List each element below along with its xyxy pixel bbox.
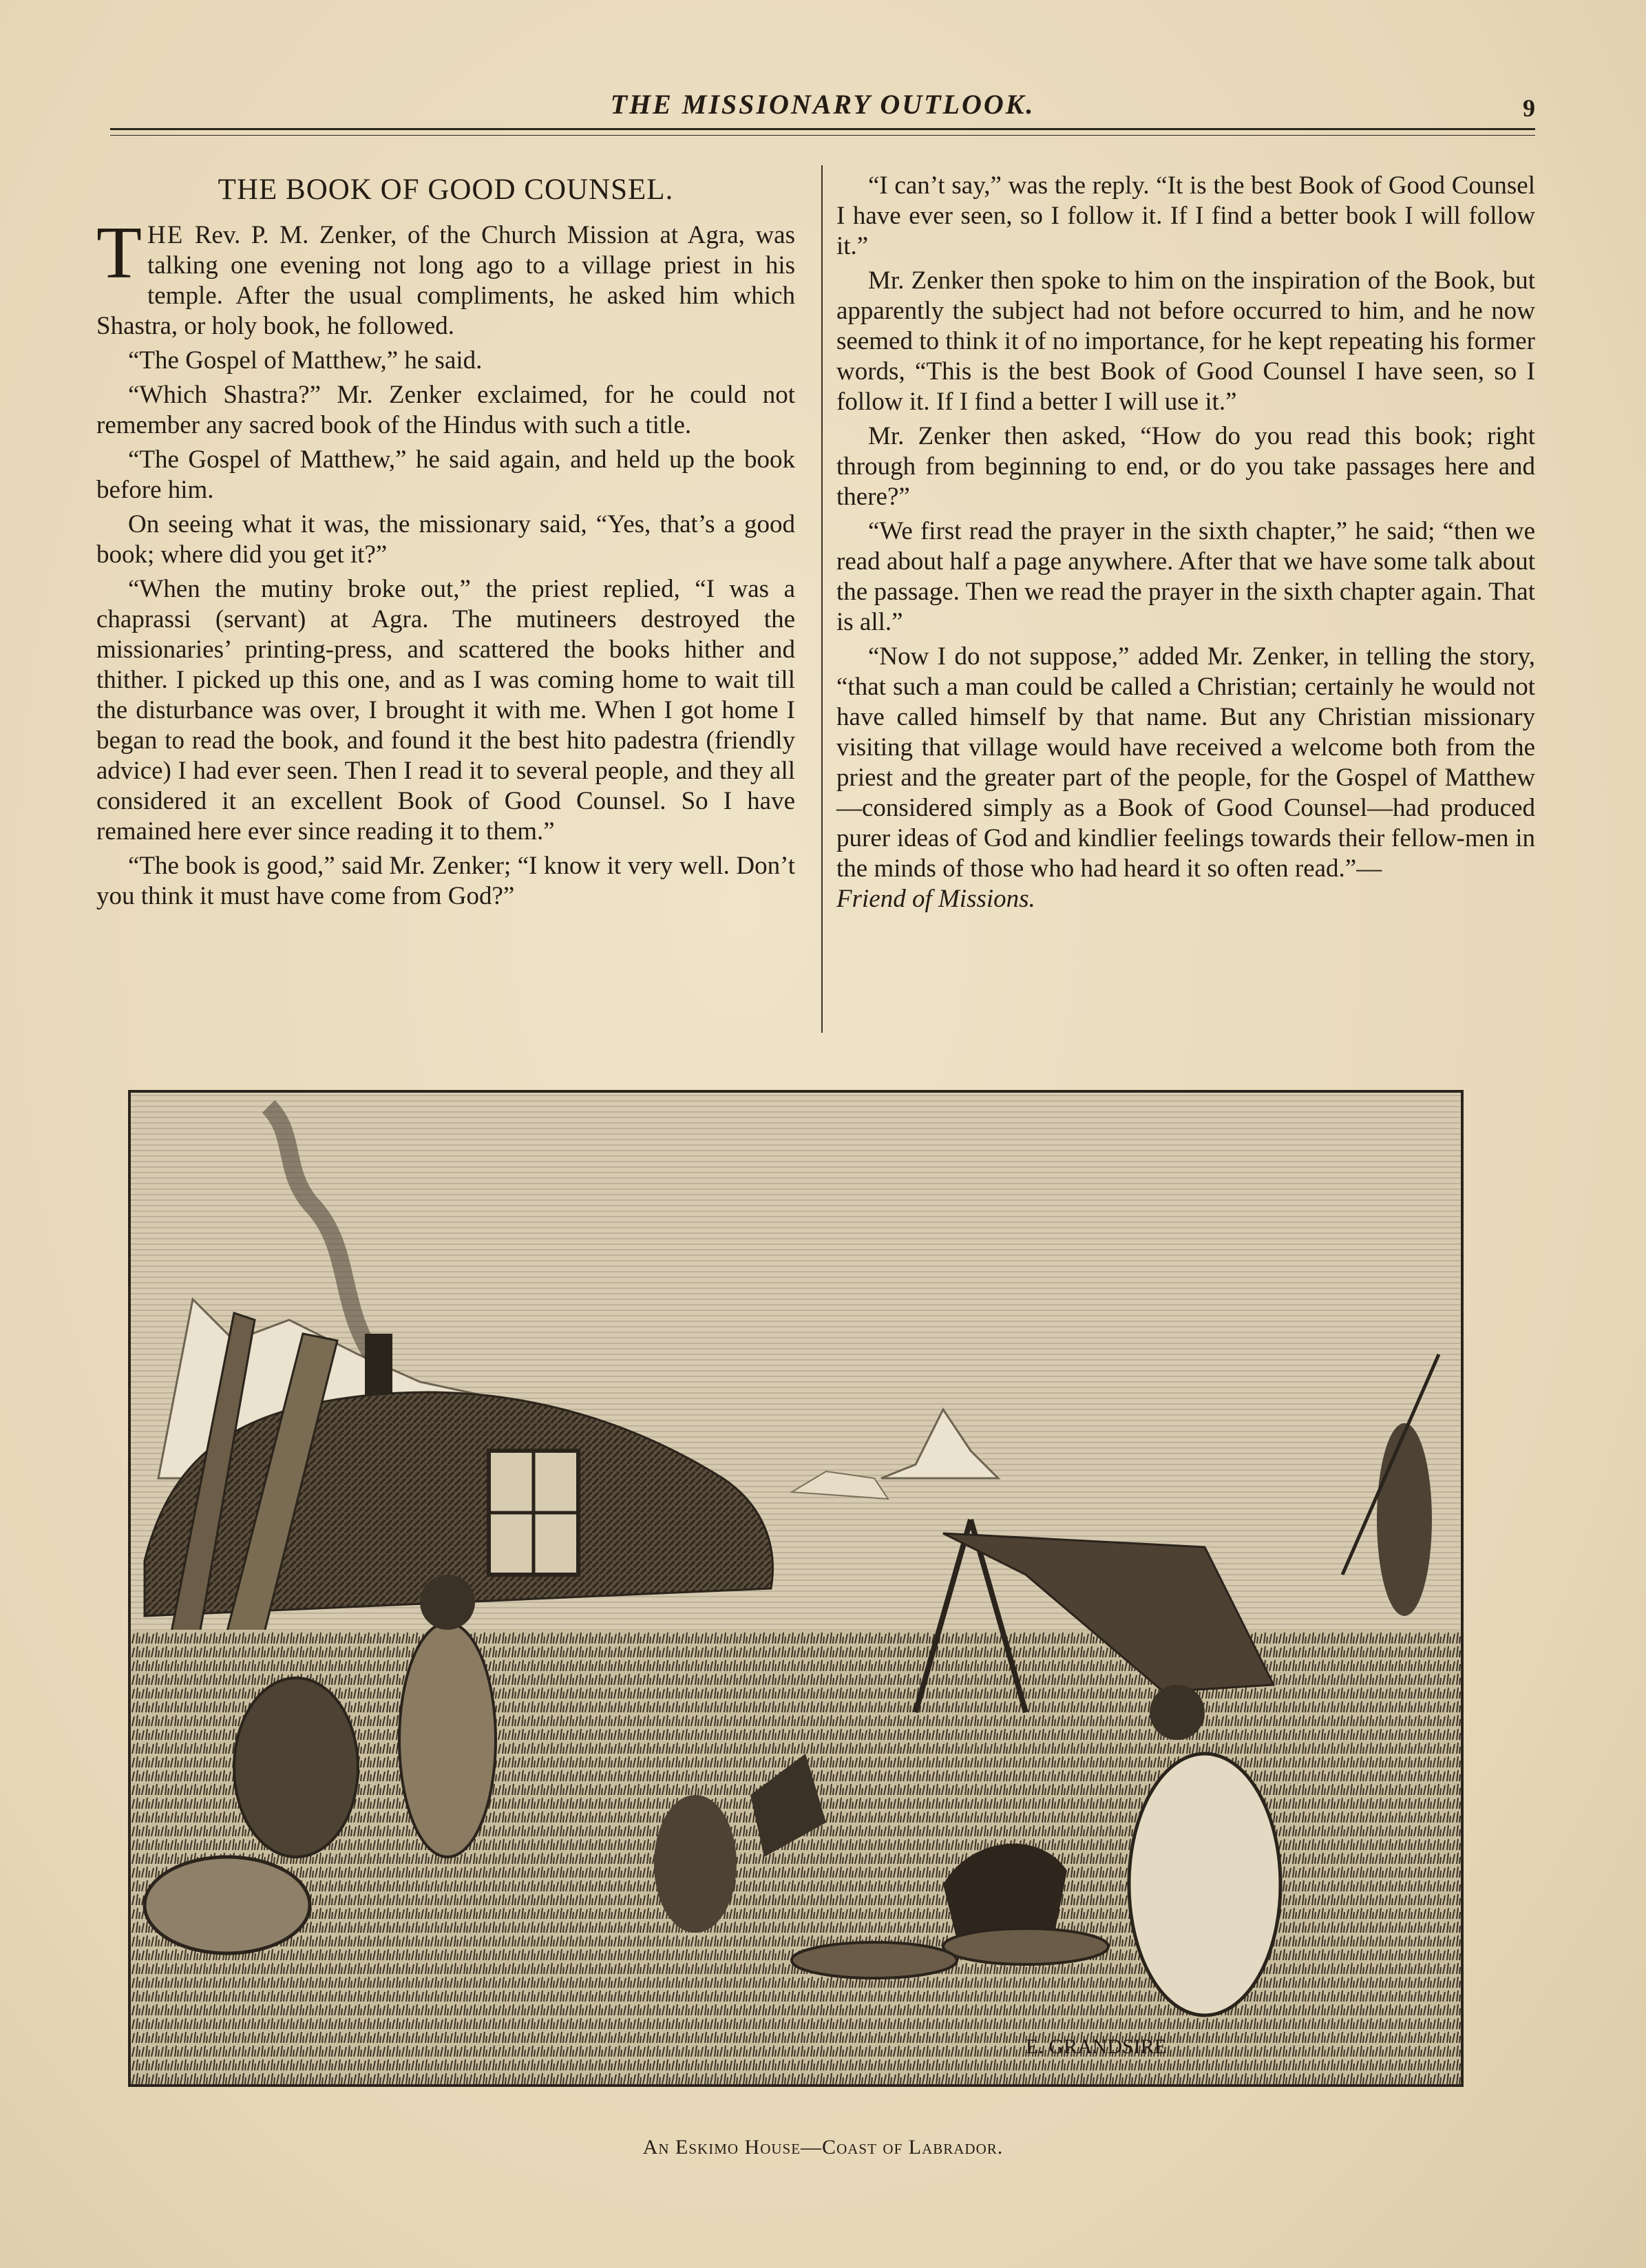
caption-text: An Eskimo House—Coast of Labrador. <box>642 2136 1004 2159</box>
header-rule <box>110 128 1535 130</box>
engraving-drawing <box>131 1093 1461 2084</box>
opening-paragraph <box>96 212 795 342</box>
right-column <box>836 171 1535 918</box>
paragraph-text: Rev. P. M. Zenker, of the Church Mission at Agra, was talking one evening not long ago to a village priest in his temple. After the usual compliments, he asked him which Shastra, or holy book, he followed. <box>96 221 795 340</box>
paragraph: “Now I do not suppose,” added Mr. Zenker, in telling the story, “that such a man could be called a Christian; certainly he would not have called himself by that name. But any Christian missionary visiting that village would have received a welcome both from the priest and the greater part of the people, for the Gospel of Matthew—considered simply as a Book of Good Counsel—had produced purer ideas of God and kindlier feelings towards their fellow-men in the minds of those who had heard it so often read.”— <box>836 642 1535 883</box>
paragraph: “I can’t say,” was the reply. “It is the best Book of Good Counsel I have ever seen, so I follow it. If I find a better book I will follow it.” <box>836 171 1535 260</box>
article-title: THE BOOK OF GOOD COUNSEL. <box>218 174 674 206</box>
header-rule-thin <box>110 135 1535 136</box>
column-divider <box>821 165 823 1033</box>
attribution: Friend of Missions. <box>836 885 1035 913</box>
paragraph: Mr. Zenker then asked, “How do you read this book; right through from beginning to end, or do you take passages here and there?” <box>836 422 1535 511</box>
page-number: 9 <box>1523 94 1535 122</box>
illustration-caption <box>0 2136 1646 2159</box>
paragraph: “When the mutiny broke out,” the priest replied, “I was a chaprassi (servant) at Agra. The mutineers destroyed the missionaries’ printing-press, and scattered the books hither and thither. I picked up this one, and as I was coming home to wait till the disturbance was over, I brought it with me. When I got home I began to read the book, and found it the best hito padestra (friendly advice) I had ever seen. Then I read it to several people, and they all considered it an excellent Book of Good Counsel. So I have remained here ever since reading it to them.” <box>96 575 795 846</box>
first-word: HE <box>147 221 184 249</box>
paragraph: On seeing what it was, the missionary said, “Yes, that’s a good book; where did you get it?” <box>96 510 795 569</box>
attribution-line <box>836 884 1535 914</box>
engraving-eskimo-house <box>128 1090 1464 2087</box>
paragraph: Mr. Zenker then spoke to him on the inspiration of the Book, but apparently the subject had not before occurred to him, and he now seemed to think it of no importance, for he kept repeating his former words, “This is the best Book of Good Counsel I have seen, so I follow it. If I find a better I will use it.” <box>836 266 1535 416</box>
paragraph: “The Gospel of Matthew,” he said again, and held up the book before him. <box>96 445 795 504</box>
paragraph: “Which Shastra?” Mr. Zenker exclaimed, for he could not remember any sacred book of the Hindus with such a title. <box>96 381 795 439</box>
paragraph: “The Gospel of Matthew,” he said. <box>128 346 483 375</box>
drop-cap: T <box>96 212 142 294</box>
artist-signature: E. GRANDSIRE <box>1026 2035 1168 2058</box>
running-title: THE MISSIONARY OUTLOOK. <box>610 89 1035 120</box>
paragraph: “The book is good,” said Mr. Zenker; “I know it very well. Don’t you think it must have come from God?” <box>96 852 795 910</box>
page-header <box>110 88 1535 129</box>
paragraph: “We first read the prayer in the sixth chapter,” he said; “then we read about half a page anywhere. After that we have some talk about the passage. Then we read the prayer in the sixth chapter again. That is all.” <box>836 517 1535 636</box>
left-column <box>96 171 795 916</box>
